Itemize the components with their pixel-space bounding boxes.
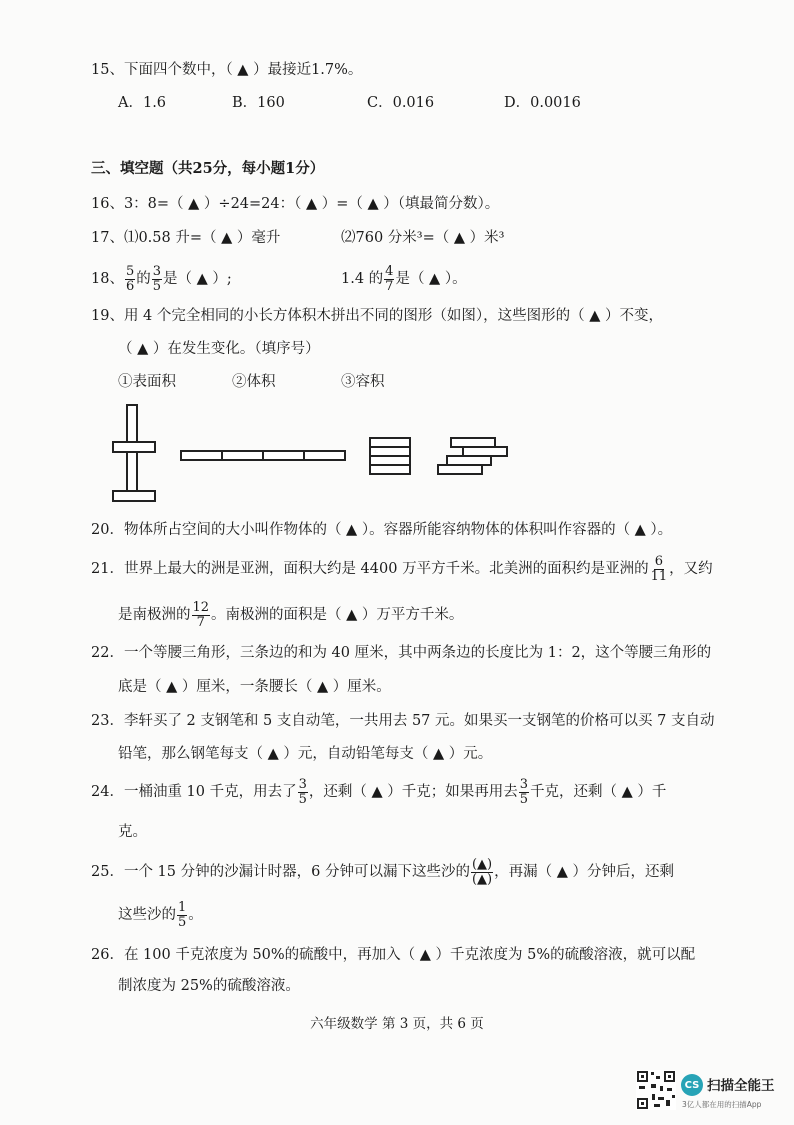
q26-line1: 26．在 100 千克浓度为 50%的硫酸中，再加入（ ▲ ）千克浓度为 5%的硫酸溶液，就可以配: [91, 947, 696, 963]
camscanner-logo-icon: CS: [681, 1074, 703, 1096]
q24-line2: 克。: [118, 824, 147, 840]
q21-line1: 21．世界上最大的洲是亚洲，面积大约是 4400 万平方千米。北美洲的面积约是亚洲的 $\frac{6}{11}$ ，又约: [91, 553, 713, 584]
q15-option-b: B．160: [232, 95, 285, 111]
q18-part1: 18、 $\frac{5}{6}$ 的 $\frac{3}{5}$ 是（ ▲ ）;: [91, 263, 232, 294]
watermark-subtitle: 3亿人都在用的扫描App: [682, 1100, 762, 1109]
q19-option-2: ②体积: [232, 374, 276, 390]
q21-line2: 是南极洲的 $\frac{12}{7}$ 。南极洲的面积是（ ▲ ）万平方千米。: [118, 599, 464, 630]
q18-number: 18、: [91, 271, 124, 287]
q24-fraction-1: $\frac{3}{5}$: [298, 776, 307, 807]
q25-line1: 25．一个 15 分钟的沙漏计时器，6 分钟可以漏下这些沙的 $\frac{(▲)}{(▲)}$ ，再漏（ ▲ ）分钟后，还剩: [91, 856, 674, 887]
q25-fraction-2: $\frac{1}{5}$: [178, 899, 187, 930]
q23-line2: 铅笔，那么钢笔每支（ ▲ ）元，自动铅笔每支（ ▲ ）元。: [118, 746, 493, 762]
q16-text: 16、3：8=（ ▲ ）÷24=24：（ ▲ ）=（ ▲ ）（填最简分数）。: [91, 196, 500, 212]
q18-part2: 1.4 的 $\frac{4}{7}$ 是（ ▲ ）。: [341, 263, 467, 294]
q25-fraction-1: $\frac{(▲)}{(▲)}$: [471, 856, 493, 887]
q19-option-3: ③容积: [341, 374, 385, 390]
q18-fraction-1: $\frac{5}{6}$: [125, 263, 135, 294]
q19-line1: 19、用 4 个完全相同的小长方体积木拼出不同的图形（如图），这些图形的（ ▲ ）不变，: [91, 308, 664, 324]
q18-fraction-2: $\frac{3}{5}$: [152, 263, 162, 294]
q25-line2: 这些沙的 $\frac{1}{5}$ 。: [118, 899, 203, 930]
q20-text: 20．物体所占空间的大小叫作物体的（ ▲ ）。容器所能容纳物体的体积叫作容器的（ ▲ ）。: [91, 522, 673, 538]
q21-fraction-1: $\frac{6}{11}$: [650, 553, 668, 584]
q24-line1: 24．一桶油重 10 千克，用去了 $\frac{3}{5}$ ，还剩（ ▲ ）千克；如果再用去 $\frac{3}{5}$ 千克，还剩（ ▲ ）千: [91, 776, 667, 807]
q26-line2: 制浓度为 25%的硫酸溶液。: [118, 978, 300, 994]
watermark-title: 扫描全能王: [707, 1078, 775, 1094]
q17-part2: ⑵760 分米³=（ ▲ ）米³: [341, 230, 505, 246]
q19-option-1: ①表面积: [118, 374, 176, 390]
q22-line2: 底是（ ▲ ）厘米，一条腰长（ ▲ ）厘米。: [118, 679, 391, 695]
q15-option-d: D．0.0016: [504, 95, 581, 111]
section-heading: 三、填空题（共25分，每小题1分）: [91, 160, 325, 177]
q24-fraction-2: $\frac{3}{5}$: [519, 776, 529, 807]
q18-fraction-3: $\frac{4}{7}$: [385, 263, 394, 294]
qr-code-icon: [636, 1070, 676, 1110]
q15-option-a: A．1.6: [118, 95, 167, 111]
q15-option-c: C．0.016: [367, 95, 435, 111]
q15-stem: 15、下面四个数中，（ ▲ ）最接近1.7%。: [91, 62, 363, 78]
q23-line1: 23．李轩买了 2 支钢笔和 5 支自动笔，一共用去 57 元。如果买一支钢笔的价格可以买 7 支自动: [91, 713, 715, 729]
page-footer: 六年级数学 第 3 页，共 6 页: [310, 1016, 484, 1032]
q19-line2: （ ▲ ）在发生变化。（填序号）: [118, 341, 320, 357]
q22-line1: 22．一个等腰三角形，三条边的和为 40 厘米，其中两条边的长度比为 1：2，这个等腰三角形的: [91, 645, 712, 661]
q21-fraction-2: $\frac{12}{7}$: [192, 599, 210, 630]
q17-part1: 17、⑴0.58 升=（ ▲ ）毫升: [91, 230, 281, 246]
